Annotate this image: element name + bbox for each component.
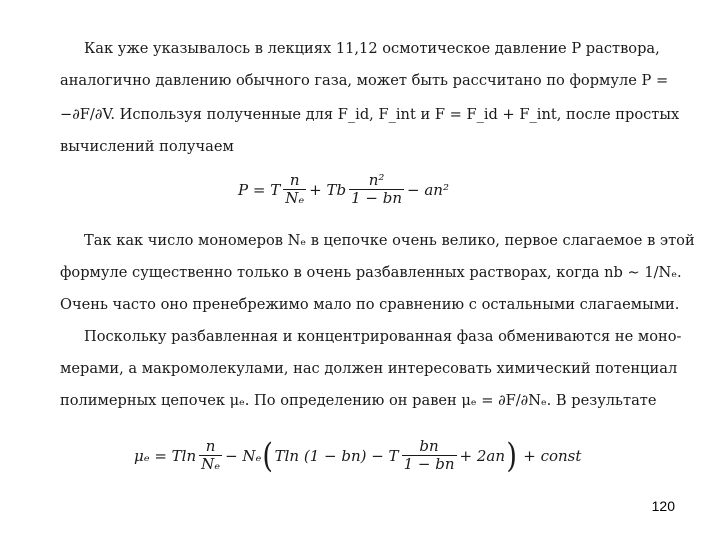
paragraph3-line2: мерами, а макромолекулами, нас должен интересовать химический потенциал bbox=[60, 360, 678, 377]
paragraph2-line2: формуле существенно только в очень разбавленных растворах, когда nb ∼ 1/Nₑ. bbox=[60, 264, 682, 281]
chemical-potential-formula bbox=[134, 435, 582, 476]
formula2-f1-numerator: n bbox=[205, 437, 216, 455]
formula2-inner1: Tln (1 − bn) − T bbox=[274, 446, 399, 465]
paragraph1-line4: вычислений получаем bbox=[60, 138, 234, 155]
page-number: 120 bbox=[651, 498, 675, 514]
formula1-f2-numerator: n² bbox=[368, 171, 385, 189]
formula2-mid: − Nₑ bbox=[225, 446, 262, 465]
formula2-lhs: μₑ = Tln bbox=[134, 446, 197, 465]
paragraph2-line1: Так как число мономеров Nₑ в цепочке очень велико, первое слагаемое в этой bbox=[84, 232, 695, 249]
formula2-f2-numerator: bn bbox=[419, 437, 439, 455]
formula2-f2-denominator: 1 − bn bbox=[403, 455, 455, 473]
paragraph1-line2: аналогично давлению обычного газа, может быть рассчитано по формуле P = bbox=[60, 72, 669, 89]
formula1-f1-numerator: n bbox=[289, 171, 300, 189]
formula2-inner2: + 2an bbox=[459, 446, 505, 465]
formula2-tail: + const bbox=[523, 446, 582, 465]
formula1-mid: + Tb bbox=[309, 180, 347, 199]
formula1-fraction-2 bbox=[349, 172, 404, 207]
osmotic-pressure-formula bbox=[238, 172, 449, 207]
formula2-f1-denominator: Nₑ bbox=[201, 455, 221, 473]
paragraph2-line3: Очень часто оно пренебрежимо мало по сравнению с остальными слагаемыми. bbox=[60, 296, 680, 313]
paragraph1-line1: Как уже указывалось в лекциях 11,12 осмотическое давление P раствора, bbox=[84, 40, 660, 57]
formula2-close-paren: ) bbox=[506, 435, 517, 476]
formula2-fraction-1 bbox=[199, 438, 222, 473]
formula1-fraction-1 bbox=[283, 172, 306, 207]
formula1-f1-denominator: Nₑ bbox=[285, 189, 305, 207]
formula2-open-paren: ( bbox=[262, 435, 274, 476]
paragraph3-line3: полимерных цепочек μₑ. По определению он равен μₑ = ∂F/∂Nₑ. В результате bbox=[60, 392, 657, 409]
paragraph1-line3: −∂F/∂V. Используя полученные для F_id, F_int и F = F_id + F_int, после простых bbox=[60, 106, 680, 123]
formula1-f2-denominator: 1 − bn bbox=[351, 189, 403, 207]
paragraph3-line1: Поскольку разбавленная и концентрированная фаза обмениваются не моно- bbox=[84, 328, 682, 345]
formula1-tail: − an² bbox=[407, 180, 449, 199]
formula1-lhs: P = T bbox=[238, 180, 281, 199]
formula2-fraction-2 bbox=[402, 438, 457, 473]
